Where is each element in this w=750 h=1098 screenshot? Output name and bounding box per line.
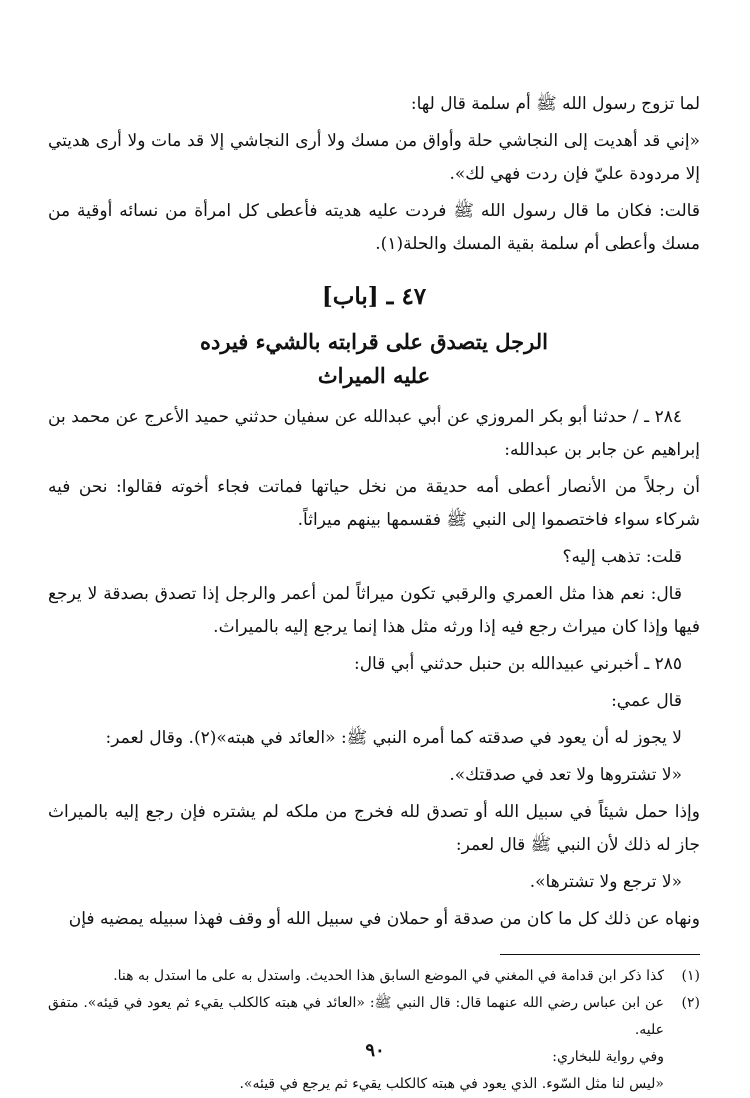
paragraph-intro: لما تزوج رسول الله ﷺ أم سلمة قال لها: bbox=[410, 94, 700, 114]
paragraph-narration: قالت: فكان ما قال رسول الله ﷺ فردت عليه هديته فأعطى كل امرأة من نسائه أوقية من مسك وأعطى أم سلمة بقية المسك والحلة(١). bbox=[48, 201, 700, 254]
hadith-284-isnad: ٢٨٤ ـ / حدثنا أبو بكر المروزي عن أبي عبدالله عن سفيان حدثني حميد الأعرج عن محمد بن إبراهيم عن جابر بن عبدالله: bbox=[48, 407, 700, 460]
closing-paragraph: ونهاه عن ذلك كل ما كان من صدقة أو حملان في سبيل الله أو وقف فهذا سبيله يمضيه فإن bbox=[68, 909, 700, 929]
page-number: ٩٠ bbox=[365, 1040, 385, 1061]
footnote-2-number: (٢) bbox=[681, 995, 700, 1011]
quote-do-not-buy: «لا تشتروها ولا تعد في صدقتك». bbox=[449, 765, 682, 785]
chapter-number-heading: ٤٧ ـ [باب] bbox=[321, 283, 427, 310]
answer-paragraph: قال: نعم هذا مثل العمري والرقبي تكون ميراثاً لمن أعمر والرجل إذا تصدق بصدقة لا يرجع فيها وإذا كان ميراث رجع فيه إذا ورثه مثل هذا إنما يرجع إليه بالميراث. bbox=[48, 584, 700, 637]
footnote-2-text: عن ابن عباس رضي الله عنهما قال: قال النبي ﷺ: «العائد في هبته كالكلب يقيء ثم يعود في قيئه». متفق عليه. bbox=[48, 995, 664, 1038]
paragraph-quote: «إني قد أهديت إلى النجاشي حلة وأواق من مسك ولا أرى النجاشي إلا قد مات ولا أرى هديتي إلا مردودة عليّ فإن ردت فهي لك». bbox=[48, 131, 700, 184]
footnote-2-bukhari-quote: «ليس لنا مثل السّوء. الذي يعود في هبته كالكلب يقيء ثم يرجع في قيئه». bbox=[239, 1076, 664, 1092]
chapter-title-line2: عليه الميراث bbox=[317, 363, 431, 388]
footnote-1-number: (١) bbox=[681, 968, 700, 984]
uncle-said-line: قال عمي: bbox=[611, 691, 682, 711]
inheritance-paragraph: وإذا حمل شيئاً في سبيل الله أو تصدق لله فخرج من ملكه لم يشتره فإن رجع إليه بالميراث جاز له ذلك لأن النبي ﷺ قال لعمر: bbox=[48, 802, 700, 855]
quote-do-not-return: «لا ترجع ولا تشترها». bbox=[529, 872, 682, 892]
footnote-2-bukhari-label: وفي رواية للبخاري: bbox=[552, 1049, 664, 1065]
ruling-paragraph: لا يجوز له أن يعود في صدقته كما أمره النبي ﷺ: «العائد في هبته»(٢). وقال لعمر: bbox=[105, 728, 682, 748]
footnote-1-text: كذا ذكر ابن قدامة في المغني في الموضع السابق هذا الحديث. واستدل به على ما استدل به هنا. bbox=[113, 968, 664, 984]
footnote-1 bbox=[48, 963, 700, 990]
footnote-divider bbox=[500, 954, 700, 955]
chapter-title-line1: الرجل يتصدق على قرابته بالشيء فيرده bbox=[200, 329, 548, 354]
footnote-2 bbox=[48, 990, 700, 1044]
question-line: قلت: تذهب إليه؟ bbox=[562, 547, 682, 567]
hadith-284-text: أن رجلاً من الأنصار أعطى أمه حديقة من نخل حياتها فماتت فجاء أخوته فقالوا: نحن فيه شركاء سواء فاختصموا إلى النبي ﷺ فقسمها بينهم ميراثاً. bbox=[48, 477, 700, 530]
hadith-285-isnad: ٢٨٥ ـ أخبرني عبيدالله بن حنبل حدثني أبي قال: bbox=[353, 654, 682, 674]
